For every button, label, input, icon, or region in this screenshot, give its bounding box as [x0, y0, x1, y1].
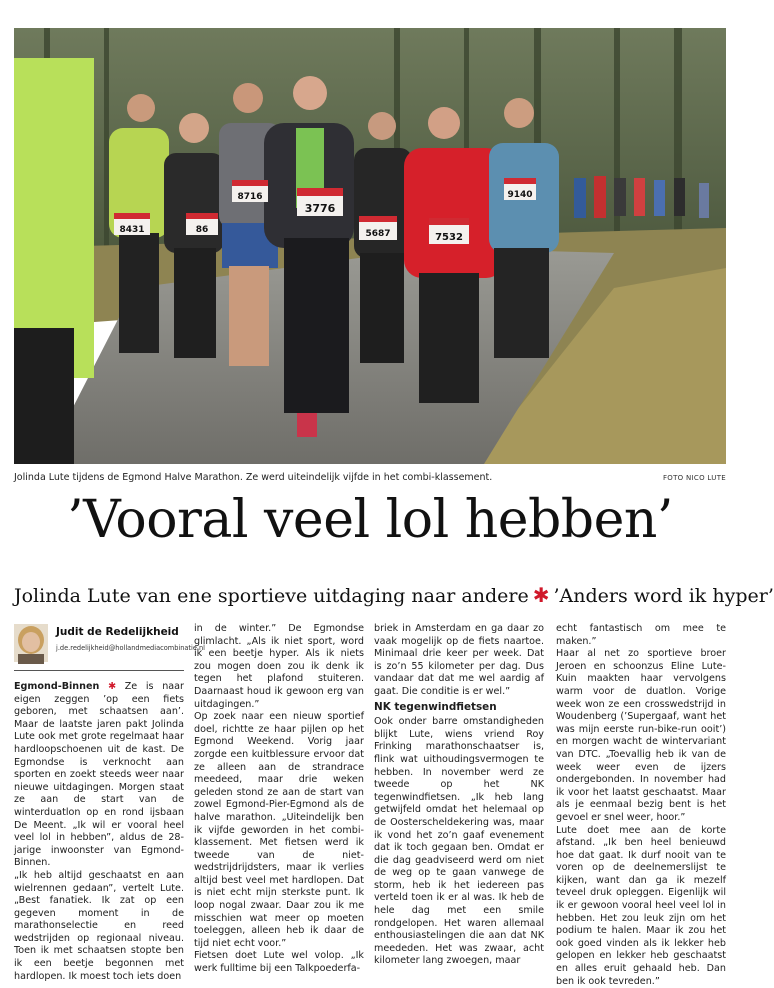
bib-number: 7532 — [435, 232, 463, 243]
article-text: Ook onder barre omstandigheden blijkt Lute, wiens vriend Roy Frinking marathonschaatser is, flink wat uithoudingsvermogen te hebben. In november werd ze tweede op het NK tegenwindfietsen. „Ik heb lang getwijfeld omdat het helemaal op de Oosterscheldekering was, maar ik vond het zo’n gaaf evenement dat ik toch gegaan ben. Omdat er die dag geadviseerd werd om niet de weg op te gaan vanwege de storm, heb ik het iedereen pas verteld toen ik er al was. Ik heb de hele dag met een smile rondgelopen. Het waren allemaal enthousiastelingen die aan dat NK meededen. Het was zwaar, acht kilometer lang zwoegen, maar — [374, 716, 544, 967]
bib-number: 8716 — [237, 192, 263, 202]
article-column-1 — [14, 623, 206, 983]
dateline-location: Egmond-Binnen — [14, 681, 100, 692]
subheadline-main: Jolinda Lute van ene sportieve uitdaging naar andere — [14, 585, 529, 607]
bib-number: 3776 — [304, 202, 336, 215]
subheadline-quote: ’Anders word ik hyper’ — [553, 585, 774, 607]
article-column-2 — [194, 623, 364, 976]
article-paragraph — [14, 681, 184, 983]
red-star-icon: ✱ — [532, 583, 550, 607]
article-text: in de winter.” De Egmondse glimlacht. „Als ik niet sport, word ik een beetje hyper. Als ik niets zou mogen doen zou ik denk ik tegen het plafond stuiteren. Daarnaast houd ik gewoon erg van uitdagingen.” Op zoek naar een nieuw sportief doel, richtte ze haar pijlen op het Egmond Weekend. Vorig jaar zorgde een kuitblessure ervoor dat ze alleen aan de strandrace meedeed, maar drie weken geleden stond ze aan de start van zowel Egmond-Pier-Egmond als de halve marathon. „Uiteindelijk ben ik vijfde geworden in het combi-klassement. Met fietsen werd ik tweede van de niet-wedstrijdrijdsters, maar ik verlies altijd best veel met hardlopen. Dat is niet echt mijn sterkste punt. Ik loop nogal zwaar. Daar zou ik me misschien wat meer op moeten toeleggen, alleen heb ik daar de tijd niet echt voor.” Fietsen doet Lute wel volop. „Ik werk fulltime bij een Talkpoederfa- — [194, 623, 364, 975]
bib-number: 86 — [195, 225, 209, 235]
bib-number: 9140 — [507, 190, 533, 200]
author-avatar-icon — [14, 624, 48, 662]
article-column-4 — [556, 623, 726, 988]
article-text: Ze is naar eigen zeggen ’op een fiets geboren, met schaatsen aan’. Maar de laatste jaren pakt Jolinda Lute ook met grote regelmaat haar hardloopschoenen uit de kast. De Egmondse is verknocht aan sporten en zoekt steeds weer naar nieuwe uitdagingen. Morgen staat ze aan de start van de winterduatlon op en rond ijsbaan De Meent. „Ik wil er vooral heel veel lol in hebben”, aldus de 28-jarige inwoonster van Egmond-Binnen. „Ik heb altijd geschaatst en aan wielrennen gedaan”, vertelt Lute. „Best fanatiek. Ik zat op een gegeven moment in de marathonselectie en reed wedstrijden op regionaal niveau. Toen ik met schaatsen stopte ben ik een beetje begonnen met hardlopen. Ik moest toch iets doen — [14, 681, 184, 982]
bib-number: 8431 — [119, 225, 145, 235]
author-name: Judit de Redelijkheid — [56, 626, 179, 638]
bib-number: 5687 — [365, 229, 391, 239]
photo-credit: FOTO NICO LUTE — [662, 474, 726, 482]
article-text: echt fantastisch om mee te maken.” Haar al net zo sportieve broer Jeroen en schoonzus Eline Lute-Kuin maakten haar vervolgens warm voor de duatlon. Vorige week won ze een crosswedstrijd in Woudenberg (’Supergaaf, want het was mijn eerste run-bike-run ooit’) en morgen wacht de wintervariant van DTC. „Toevallig heb ik van de week weer even de ijzers ondergebonden. In november had ik voor het laatst geschaatst. Maar als je eenmaal bezig bent is het gevoel er snel weer, hoor.” Lute doet mee aan de korte afstand. „Ik ben heel benieuwd hoe dat gaat. Ik durf nooit van te voren op de deelnemerslijst te kijken, want dan ga ik mezelf teveel druk opleggen. Eigenlijk wil ik er gewoon vooral heel veel lol in hebben. Het zou leuk zijn om het podium te halen. Maar ik zou het ook goed vinden als ik lekker heb gelopen en lekker heb geschaatst en alles eruit gehaald heb. Dan ben ik ook tevreden.” — [556, 623, 726, 987]
byline — [14, 623, 206, 679]
race-photo — [14, 28, 726, 464]
section-heading: NK tegenwindfietsen — [374, 700, 497, 713]
article-column-3 — [374, 623, 544, 968]
headline: ’Vooral veel lol hebben’ — [67, 490, 673, 550]
author-avatar — [14, 624, 48, 662]
red-star-icon: ✱ — [107, 681, 117, 692]
race-photo-illustration — [14, 28, 726, 464]
byline-divider — [14, 670, 184, 671]
subheadline — [14, 583, 774, 607]
photo-caption: Jolinda Lute tijdens de Egmond Halve Marathon. Ze werd uiteindelijk vijfde in het combi-klassement. — [14, 472, 493, 483]
article-text: briek in Amsterdam en ga daar zo vaak mogelijk op de fiets naartoe. Minimaal drie keer per week. Dat is zo’n 55 kilometer per dag. Dus vandaar dat dat me wel aardig af gaat. Die conditie is er wel.” — [374, 623, 544, 697]
author-email[interactable]: j.de.redelijkheid@hollandmediacombinatie.nl — [56, 644, 206, 652]
